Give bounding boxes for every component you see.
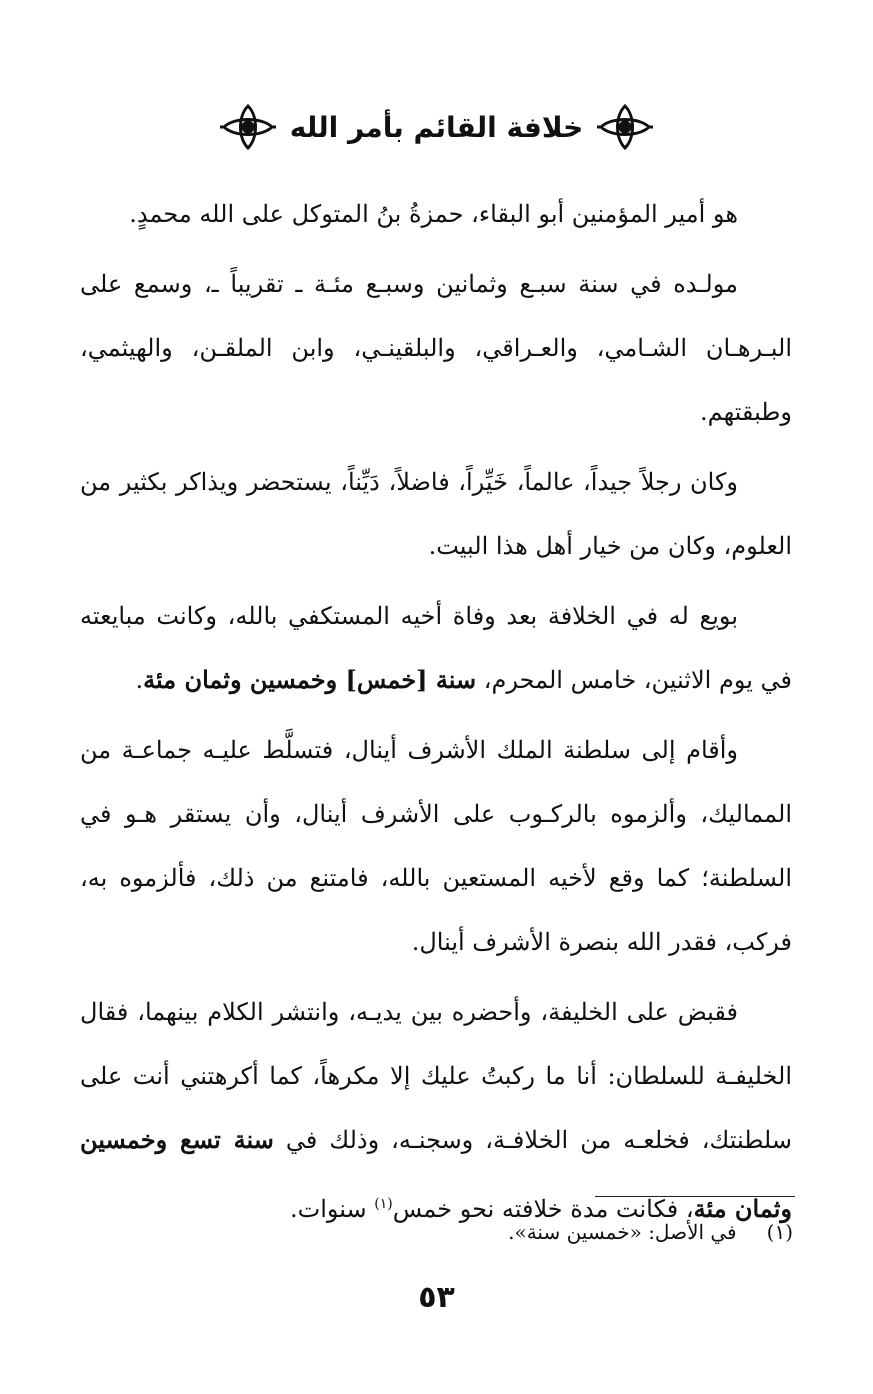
- footnote-marker: (١): [766, 1220, 793, 1244]
- footnote-text: في الأصل: «خمسين سنة».: [508, 1220, 737, 1244]
- paragraph: [80, 584, 792, 712]
- page-number: ٥٣: [418, 1280, 455, 1315]
- paragraph: مولـده في سنة سبـع وثمانين وسبـع مئـة ـ تقريباً ـ، وسمع على البـرهـان الشـامي، والعـراقي، والبلقينـي، وابن الملقـن، والهيثمي، وطبقتهم.: [80, 270, 792, 426]
- paragraph-text: ، فكانت مدة خلافته نحو خمس: [392, 1195, 694, 1223]
- paragraph-text: بويع له في الخلافة بعد وفاة أخيه المستكفي بالله، وكانت مبايعته في يوم الاثنين، خامس المحرم،: [80, 602, 792, 694]
- footnote-divider: [595, 1196, 795, 1197]
- ornament-left-icon: [218, 102, 278, 152]
- bold-date: سنة [خمس] وخمسين وثمان مئة: [143, 665, 477, 694]
- ornament-right-icon: [595, 102, 655, 152]
- chapter-header: [0, 92, 873, 162]
- paragraph-text: فقبض على الخليفة، وأحضره بين يديـه، وانتشر الكلام بينهما، فقال الخليفـة للسلطان: أنا ما ركبتُ عليك إلا مكرهاً، كما أكرهتني أنت على سلطنتك، فخلعـه من الخلافـة، وسجنـه، وذلك في: [80, 998, 792, 1154]
- chapter-title: خلافة القائم بأمر الله: [289, 110, 584, 144]
- main-text: [80, 182, 792, 1247]
- paragraph: [80, 980, 792, 1241]
- paragraph-text: سنوات.: [290, 1195, 375, 1223]
- paragraph: وكان رجلاً جيداً، عالماً، خَيِّراً، فاضلاً، دَيِّناً، يستحضر ويذاكر بكثير من العلوم، وكان من خيار أهل هذا البيت.: [80, 468, 792, 560]
- footnote-reference: (١): [374, 1196, 393, 1212]
- paragraph: وأقام إلى سلطنة الملك الأشرف أينال، فتسلَّط عليـه جماعـة من المماليك، وألزموه بالركـوب على الأشرف أينال، وأن يستقر هـو في السلطنة؛ كما وقع لأخيه المستعين بالله، فامتنع من ذلك، فألزموه به، فركب، فقدر الله بنصرة الأشرف أينال.: [80, 736, 792, 956]
- paragraph-text: .: [135, 666, 144, 694]
- footnote: [81, 1212, 793, 1252]
- bold-date: سنة تسع وخمسين وثمان مئة: [80, 1125, 792, 1223]
- paragraph: هو أمير المؤمنين أبو البقاء، حمزةُ بنُ المتوكل على الله محمدٍ.: [129, 200, 738, 228]
